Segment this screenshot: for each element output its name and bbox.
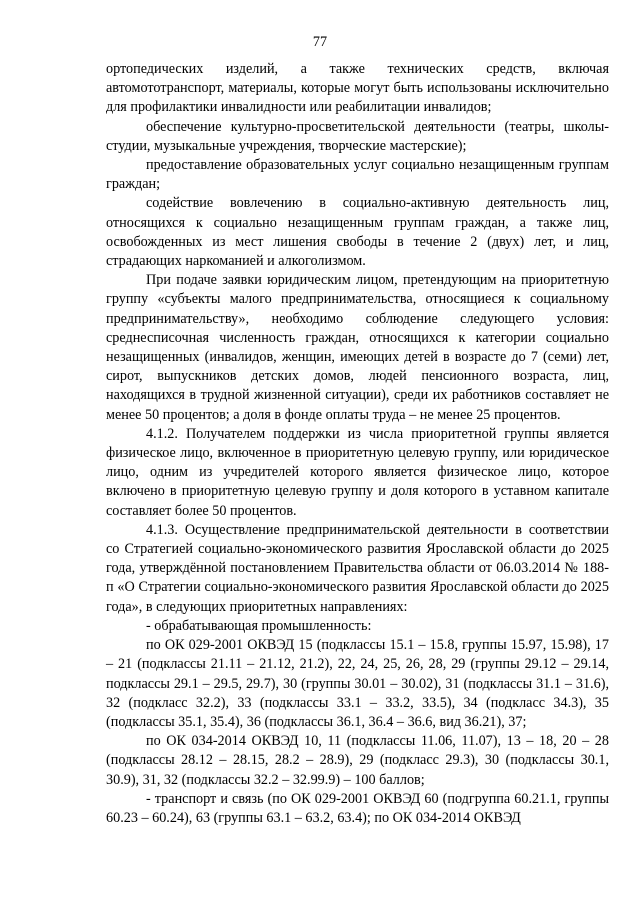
paragraph-7: 4.1.3. Осуществление предпринимательской деятельности в соответствии со Стратегией социально-экономического развития Ярославской области до 2025 года, утверждённой постановлением Правительства области от 06.03.2014 № 188-п «О Стратегии социально-экономического развития Ярославской области до 2025 года», в следующих приоритетных направлениях: bbox=[106, 521, 609, 615]
page-number: 77 bbox=[312, 34, 328, 50]
paragraph-2: обеспечение культурно-просветительской деятельности (театры, школы-студии, музыкальные учреждения, творческие мастерские); bbox=[106, 118, 609, 154]
paragraph-3: предоставление образовательных услуг социально незащищенным группам граждан; bbox=[106, 157, 609, 193]
paragraph-8: - обрабатывающая промышленность: bbox=[146, 617, 372, 634]
paragraph-1: ортопедических изделий, а также технических средств, включая автомототранспорт, материалы, которые могут быть использованы исключительно для профилактики инвалидности или реабилитации инвалидов; bbox=[106, 61, 609, 116]
paragraph-10: по ОК 034-2014 ОКВЭД 10, 11 (подклассы 11.06, 11.07), 13 – 18, 20 – 28 (подклассы 28.12 – 28.15, 28.2 – 28.9), 29 (подкласс 29.3), 30 (подклассы 30.1, 30.9), 31, 32 (подклассы 32.2 – 32.99.9) – 100 баллов; bbox=[106, 733, 609, 788]
paragraph-11: - транспорт и связь (по ОК 029-2001 ОКВЭД 60 (подгруппа 60.21.1, группы 60.23 – 60.24), 63 (группы 63.1 – 63.2, 63.4); по ОК 034-2014 ОКВЭД bbox=[106, 790, 609, 826]
paragraph-6: 4.1.2. Получателем поддержки из числа приоритетной группы является физическое лицо, включенное в приоритетную целевую группу, или юридическое лицо, одним из учредителей которого является физическое лицо, которое включено в приоритетную целевую группу и доля которого в уставном капитале составляет более 50 процентов. bbox=[106, 425, 609, 519]
paragraph-4: содействие вовлечению в социально-активную деятельность лиц, относящихся к социально незащищенным группам граждан, а также лиц, освобожденных из мест лишения свободы в течение 2 (двух) лет, и лиц, страдающих наркоманией и алкоголизмом. bbox=[106, 195, 609, 270]
paragraph-5: При подаче заявки юридическим лицом, претендующим на приоритетную группу «субъекты малого предпринимательства, относящиеся к социальному предпринимательству», необходимо соблюдение следующего условия: среднесписочная численность граждан, относящихся к категории социально незащищенных (инвалидов, женщин, имеющих детей в возрасте до 7 (семи) лет, сирот, выпускников детских домов, людей пенсионного возраста, лиц, находящихся в трудной жизненной ситуации), среди их работников составляет не менее 50 процентов; а доля в фонде оплаты труда – не менее 25 процентов. bbox=[106, 272, 609, 423]
paragraph-9: по ОК 029-2001 ОКВЭД 15 (подклассы 15.1 – 15.8, группы 15.97, 15.98), 17 – 21 (подклассы 21.11 – 21.12, 21.2), 22, 24, 25, 26, 28, 29 (группы 29.12 – 29.14, подклассы 29.1 – 29.5, 29.7), 30 (группы 30.01 – 30.02), 31 (подклассы 31.1 – 31.6), 32 (подкласс 32.2), 33 (подклассы 33.1 – 33.2, 33.5), 34 (подкласс 34.3), 35 (подклассы 35.1, 35.4), 36 (подклассы 36.1, 36.4 – 36.6, вид 36.21), 37; bbox=[106, 637, 609, 730]
document-body bbox=[106, 60, 609, 828]
